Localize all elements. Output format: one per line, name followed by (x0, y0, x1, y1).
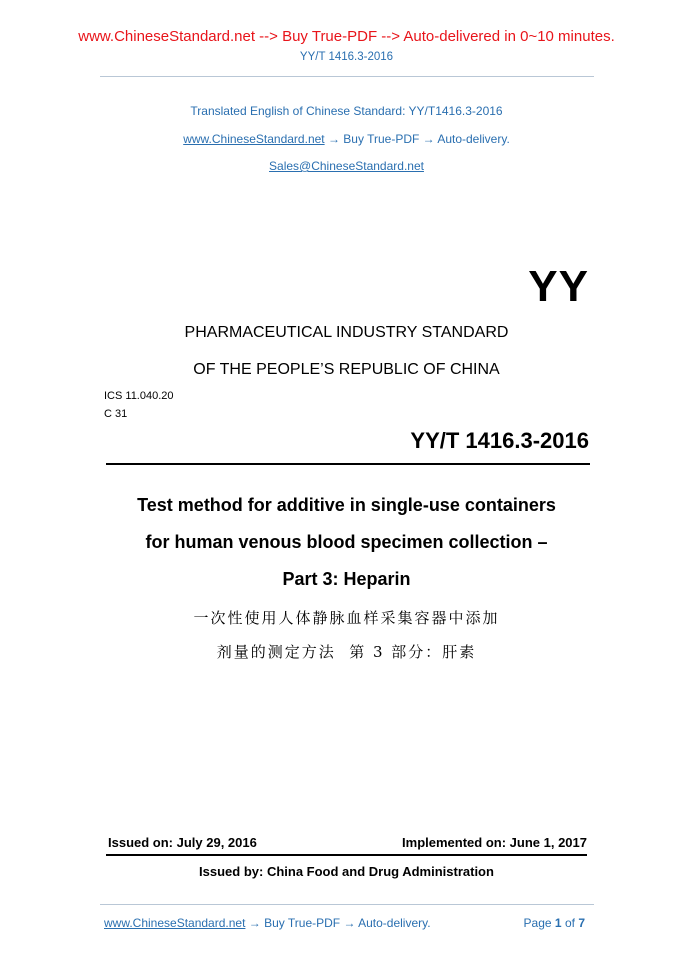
header-doc-code: YY/T 1416.3-2016 (299, 51, 394, 63)
standard-code-letters: YY (528, 262, 589, 311)
footer-site-link[interactable]: www.ChineseStandard.net (104, 916, 246, 930)
email-line (0, 159, 693, 173)
issued-by: Issued by: China Food and Drug Administration (199, 864, 494, 879)
dates-divider (106, 854, 587, 856)
footer-divider (100, 904, 594, 905)
title-en-line-3: Part 3: Heparin (282, 569, 411, 589)
title-en-line-2: for human venous blood specimen collection – (145, 532, 548, 552)
page-total: 7 (578, 916, 585, 930)
header-divider (100, 76, 594, 77)
standard-line-2: OF THE PEOPLE’S REPUBLIC OF CHINA (193, 361, 500, 378)
title-en-line-1: Test method for additive in single-use containers (137, 495, 556, 515)
site-suffix: → Buy True-PDF → Auto-delivery. (324, 132, 510, 146)
title-zh-line-1: 一次性使用人体静脉血样采集容器中添加 (193, 609, 500, 627)
standard-number: YY/T 1416.3-2016 (410, 428, 589, 453)
issued-on: Issued on: July 29, 2016 (108, 835, 257, 850)
footer-site-suffix: → Buy True-PDF → Auto-delivery. (245, 916, 431, 930)
page-indicator (524, 916, 585, 930)
header-banner: www.ChineseStandard.net --> Buy True-PDF --> Auto-delivered in 0~10 minutes. (78, 28, 615, 45)
site-link[interactable]: www.ChineseStandard.net (183, 132, 325, 146)
title-zh-line-2: 剂量的测定方法 第 3 部分：肝素 (216, 643, 477, 661)
translation-line: Translated English of Chinese Standard: YY/T1416.3-2016 (190, 104, 503, 118)
ics-code: ICS 11.040.20 (104, 390, 174, 402)
page-current: 1 (554, 916, 562, 930)
implemented-on: Implemented on: June 1, 2017 (402, 835, 587, 850)
standard-line-1: PHARMACEUTICAL INDUSTRY STANDARD (184, 324, 509, 341)
translation-site-line (0, 132, 693, 146)
footer-site-line (104, 916, 431, 930)
page-label: Page (523, 916, 552, 930)
email-link[interactable]: Sales@ChineseStandard.net (269, 159, 424, 173)
page-of: of (564, 916, 575, 930)
standard-divider (106, 463, 590, 465)
ccs-code: C 31 (104, 408, 128, 420)
